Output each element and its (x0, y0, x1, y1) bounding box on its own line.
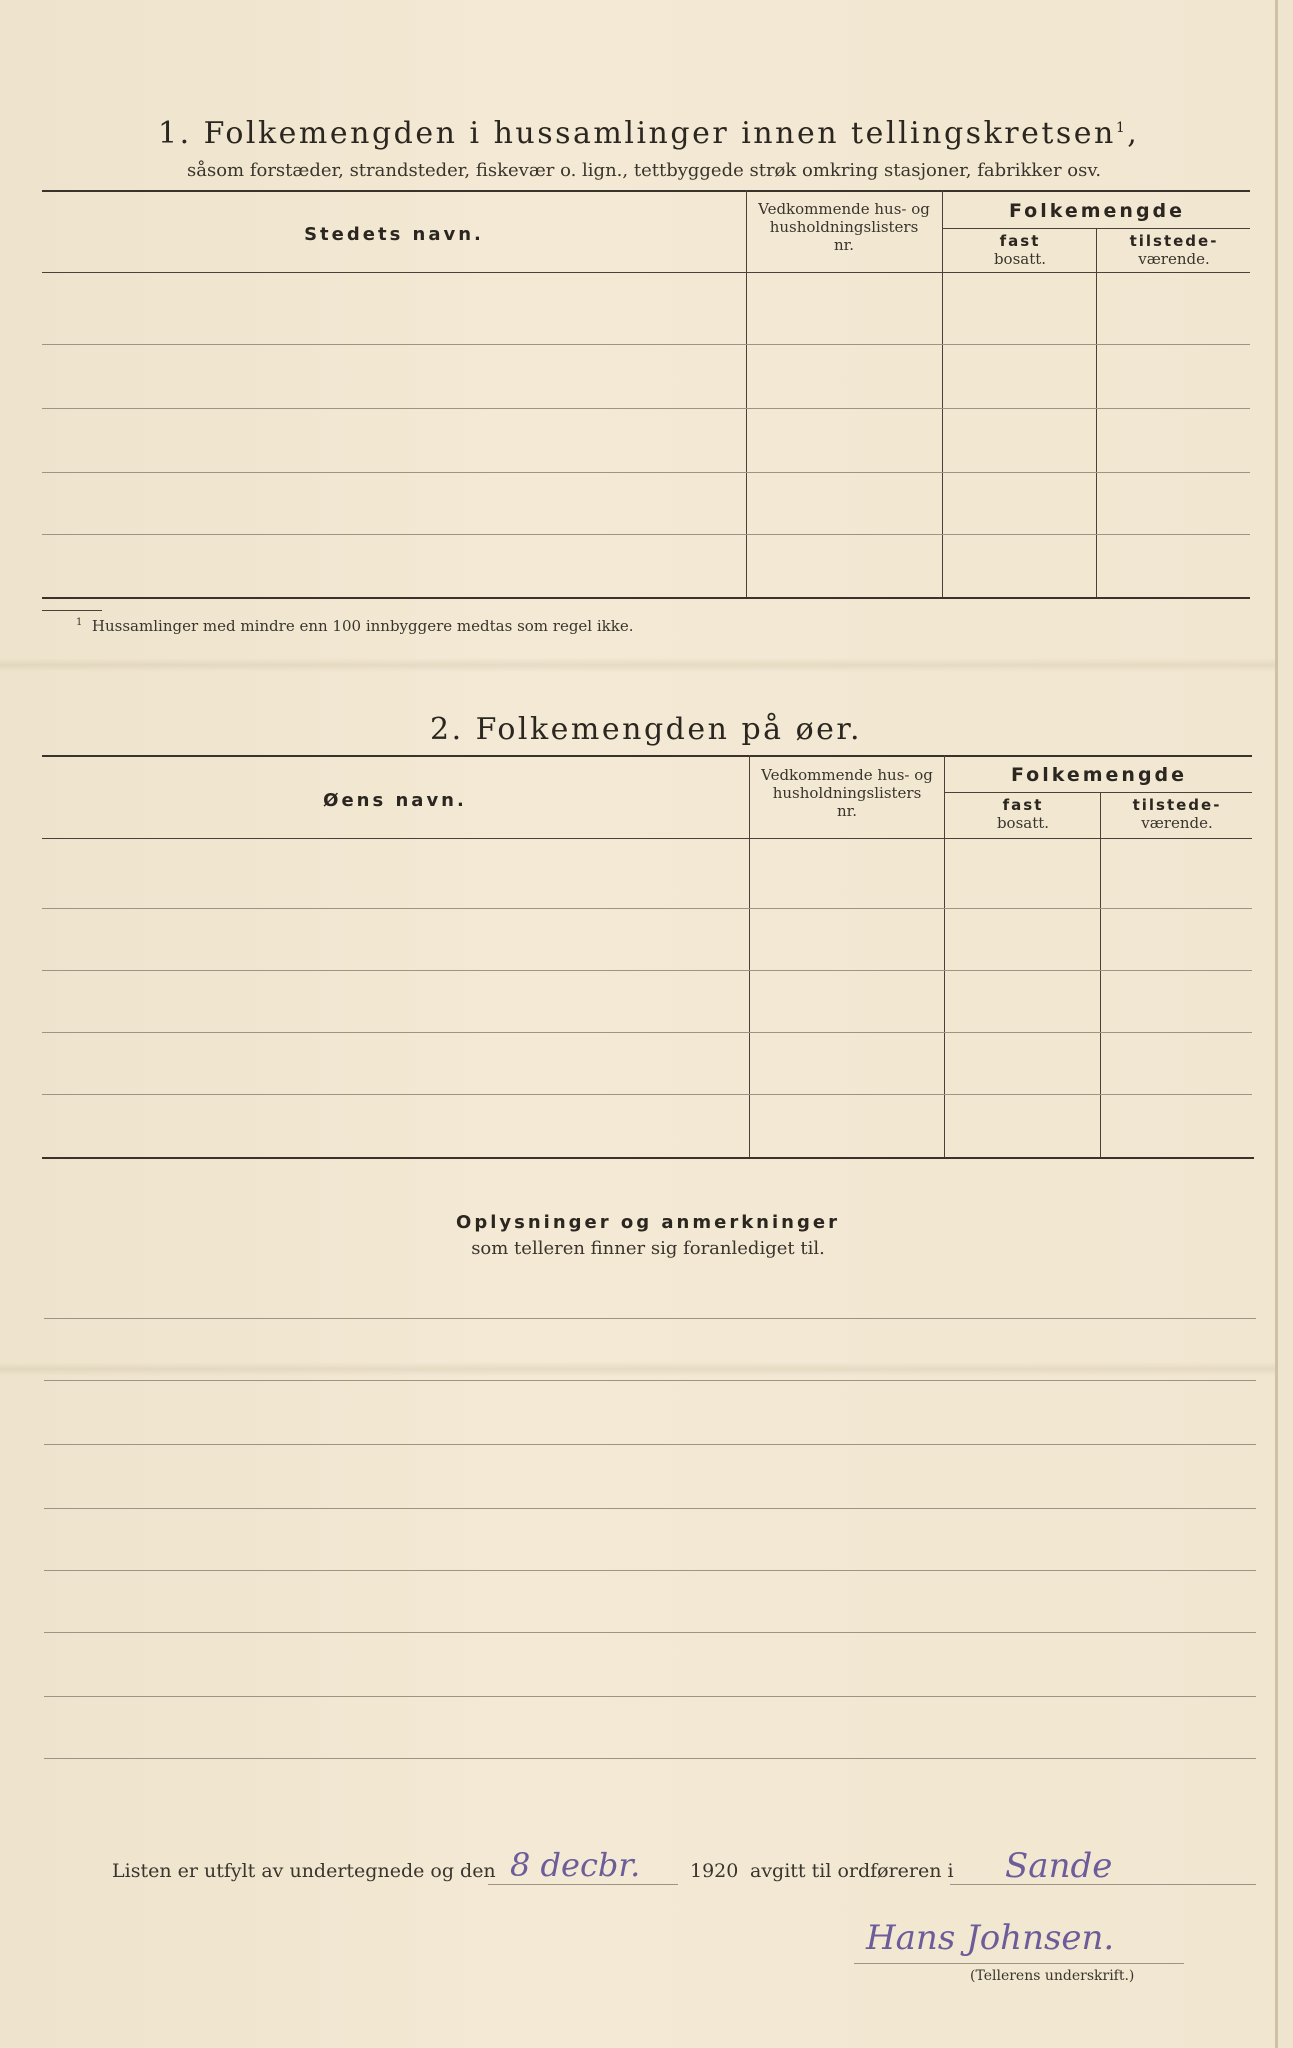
section1-subheader-rule (942, 228, 1250, 229)
section1-table-row (42, 344, 1250, 345)
remarks-line (44, 1444, 1256, 1445)
section1-col-lists-header (748, 200, 940, 254)
paper-fold (0, 1362, 1275, 1376)
signature-handwritten: Hans Johnsen. (866, 1918, 1115, 1958)
section1-table-bottom-rule (42, 597, 1250, 599)
section2-table-row (42, 908, 1252, 909)
section1-title-text: 1. Folkemengden i hussamlinger innen tellingskretsen (158, 116, 1116, 151)
remarks-line (44, 1508, 1256, 1509)
section1-header-bottom-rule (42, 272, 1250, 273)
date-fill-line (488, 1884, 678, 1885)
section1-col-lists-line: Vedkommende hus- og (758, 200, 930, 218)
section2-col-tilstede-label: tilstede- (1132, 796, 1222, 814)
section1-col-tilstede-sublabel: værende. (1138, 250, 1210, 268)
section1-col-fast-label: fast (999, 232, 1041, 250)
remarks-line (44, 1696, 1256, 1697)
section1-footnote-text: Hussamlinger med mindre enn 100 innbyggere medtas som regel ikke. (91, 617, 634, 635)
section2-table-bottom-rule (42, 1157, 1254, 1159)
section1-title-comma: , (1127, 116, 1140, 151)
section2-header-bottom-rule (42, 838, 1252, 839)
section2-col-lists-line: husholdningslisters (772, 784, 922, 802)
section2-table-row (42, 1094, 1252, 1095)
section1-table-row (42, 408, 1250, 409)
section2-col-tilstede-sublabel: værende. (1141, 814, 1213, 832)
section1-col-name-header (42, 224, 746, 245)
section2-col-lists-line: nr. (837, 802, 857, 820)
section2-col-divider (944, 755, 945, 1157)
section1-col-lists-line: nr. (834, 236, 854, 254)
section2-col-divider (749, 755, 750, 1157)
section2-subheader-rule (944, 792, 1252, 793)
section1-col-divider (746, 190, 747, 598)
section1-col-fast-header (944, 232, 1096, 268)
remarks-subtitle: som telleren finner sig foranlediget til. (471, 1238, 825, 1259)
section1-footnote (76, 617, 634, 635)
section2-table-row (42, 1032, 1252, 1033)
footnote-rule (42, 610, 102, 611)
footer-text-a: Listen er utfylt av undertegnede og den (112, 1860, 496, 1882)
section2-title: 2. Folkemengden på øer. (430, 712, 862, 747)
section1-table-row (42, 472, 1250, 473)
section2-col-name-header (42, 790, 748, 811)
paper-fold (0, 658, 1275, 672)
section2-col-fast-sublabel: bosatt. (996, 814, 1050, 832)
section1-col-divider (942, 190, 943, 598)
section2-col-divider (1100, 792, 1101, 1157)
section2-col-fast-label: fast (1002, 796, 1044, 814)
section2-col-tilstede-header (1102, 796, 1252, 832)
section1-col-tilstede-header (1098, 232, 1250, 268)
remarks-line (44, 1632, 1256, 1633)
section2-table-row (42, 970, 1252, 971)
section1-col-fast-sublabel: bosatt. (993, 250, 1047, 268)
date-handwritten: 8 decbr. (510, 1846, 641, 1884)
section2-col-folkemengde-header: Folkemengde (1010, 764, 1188, 786)
footer-year: 1920 (690, 1860, 739, 1882)
section1-col-folkemengde-header: Folkemengde (1008, 200, 1186, 222)
section1-col-name-label: Stedets navn. (304, 224, 484, 245)
footer-text-b: avgitt til ordføreren i (750, 1860, 954, 1882)
section1-col-divider (1096, 228, 1097, 598)
section1-subtitle: såsom forstæder, strandsteder, fiskevær o. lign., tettbyggede strøk omkring stasjoner, fabrikker osv. (187, 160, 1102, 181)
section1-title-footnote-mark: 1 (1115, 120, 1128, 136)
place-handwritten: Sande (1005, 1846, 1113, 1886)
section2-col-name-label: Øens navn. (323, 790, 467, 811)
remarks-title: Oplysninger og anmerkninger (456, 1212, 840, 1233)
section1-col-tilstede-label: tilstede- (1129, 232, 1219, 250)
remarks-line (44, 1318, 1256, 1319)
signature-caption: (Tellerens underskrift.) (970, 1968, 1135, 1984)
remarks-line (44, 1380, 1256, 1381)
section2-col-lists-line: Vedkommende hus- og (761, 766, 933, 784)
remarks-line (44, 1758, 1256, 1759)
section1-col-lists-line: husholdningslisters (769, 218, 919, 236)
section2-table-top-rule (42, 755, 1252, 757)
section1-table-top-rule (42, 190, 1250, 192)
section1-footnote-mark: 1 (76, 617, 83, 628)
section1-title (158, 116, 1139, 151)
remarks-line (44, 1570, 1256, 1571)
section2-col-lists-header (751, 766, 943, 820)
section1-table-row (42, 534, 1250, 535)
signature-line (854, 1963, 1184, 1964)
section2-col-fast-header (946, 796, 1100, 832)
